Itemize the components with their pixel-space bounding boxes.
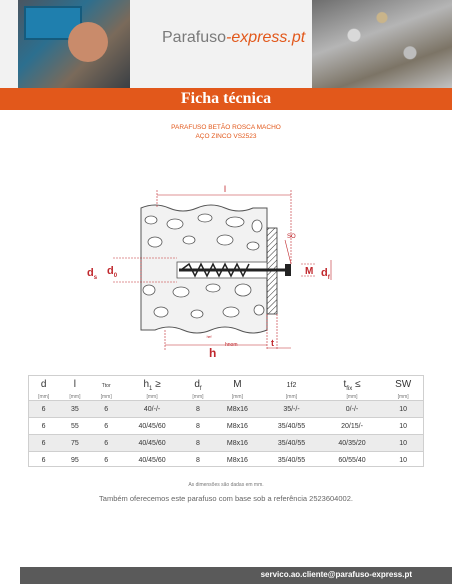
column-symbol: 1f2 [286, 382, 297, 389]
column-header [382, 375, 424, 401]
label-m: M [305, 266, 314, 277]
header-photo-workshop [18, 0, 130, 88]
footer-email-link[interactable]: servico.ao.cliente@parafuso-express.pt [260, 570, 412, 579]
table-cell: 6 [91, 401, 122, 418]
table-cell: 10 [382, 418, 424, 435]
column-suffix: ≤ [352, 379, 361, 390]
label-df: $d_f$ [321, 267, 330, 281]
table-cell: 6 [91, 418, 122, 435]
table-row [28, 418, 424, 435]
anchor-diagram [85, 180, 367, 360]
table-cell: 40/45/60 [122, 418, 183, 435]
table-cell: 6 [28, 452, 59, 469]
table-cell: 6 [28, 418, 59, 435]
column-header [182, 375, 213, 401]
label-d0: $d_0$ [107, 265, 118, 279]
table-cell: 60/55/40 [322, 452, 383, 469]
brand-logo[interactable] [162, 29, 305, 47]
table-cell: 40/-/- [122, 401, 183, 418]
table-cell: M8x16 [214, 452, 262, 469]
column-unit: [mm] [346, 394, 358, 400]
label-t: t [271, 338, 274, 348]
table-cell: 6 [91, 452, 122, 469]
product-material: AÇO ZINCO VS2523 [195, 133, 257, 140]
logo-main: Parafuso [162, 29, 227, 46]
column-symbol: Ttor [101, 383, 111, 389]
column-symbol: l [73, 379, 77, 390]
table-cell: 10 [382, 452, 424, 469]
column-header [59, 375, 90, 401]
table-row [28, 452, 424, 469]
page-title: Ficha técnica [180, 90, 272, 107]
table-cell: 40/35/20 [322, 435, 383, 452]
column-unit: [mm] [100, 394, 112, 400]
column-symbol: t [343, 379, 347, 390]
table-cell: 35 [59, 401, 90, 418]
table-cell: 6 [91, 435, 122, 452]
table-cell: 6 [28, 401, 59, 418]
spec-table [28, 375, 424, 468]
column-suffix: ≥ [152, 379, 161, 390]
column-unit: [mm] [146, 394, 158, 400]
label-ds: $d_s$ [87, 267, 98, 281]
table-cell: 10 [382, 401, 424, 418]
label-l: l [224, 184, 226, 194]
table-cell: 6 [28, 435, 59, 452]
column-unit: [mm] [285, 394, 298, 400]
column-symbol: d [194, 379, 200, 390]
column-symbol: SW [395, 379, 412, 390]
table-cell: 55 [59, 418, 90, 435]
column-unit: [mm] [38, 394, 50, 400]
product-name: PARAFUSO BETÃO ROSCA MACHO [171, 124, 281, 131]
column-symbol: h [143, 379, 150, 390]
column-subscript: fix [346, 386, 353, 392]
table-cell: 35/40/55 [261, 418, 322, 435]
label-hnom: hnom [225, 342, 238, 348]
reference-note: Também oferecemos este parafuso com base sob a referência 2523604002. [99, 494, 353, 503]
column-header [91, 375, 122, 401]
label-hef: hef [206, 335, 212, 339]
label-h: h [209, 346, 217, 360]
screw-head [285, 264, 291, 276]
table-cell: 35/-/- [261, 401, 322, 418]
header-photo-screws [312, 0, 452, 88]
table-cell: 8 [182, 452, 213, 469]
column-header [322, 375, 383, 401]
column-unit: [mm] [231, 394, 243, 400]
column-unit: [mm] [69, 394, 81, 400]
table-cell: 8 [182, 418, 213, 435]
column-subscript: f [199, 386, 202, 392]
table-cell: 8 [182, 401, 213, 418]
column-symbol: M [233, 379, 242, 390]
table-cell: 8 [182, 435, 213, 452]
label-so: SO [287, 234, 296, 240]
hand-shape [68, 22, 108, 62]
column-unit: [mm] [192, 394, 204, 400]
column-symbol: d [40, 379, 47, 390]
table-cell: 35/40/55 [261, 452, 322, 469]
table-cell: 95 [59, 452, 90, 469]
column-header [214, 375, 262, 401]
table-header-row [28, 375, 424, 401]
table-cell: M8x16 [214, 401, 262, 418]
column-header [122, 375, 183, 401]
column-header [28, 375, 59, 401]
column-subscript: 1 [149, 386, 153, 392]
table-cell: M8x16 [214, 435, 262, 452]
table-row [28, 401, 424, 418]
table-cell: 20/15/- [322, 418, 383, 435]
column-header [261, 375, 322, 401]
table-cell: M8x16 [214, 418, 262, 435]
logo-accent: -express.pt [226, 29, 306, 46]
table-cell: 10 [382, 435, 424, 452]
table-row [28, 435, 424, 452]
table-cell: 0/-/- [322, 401, 383, 418]
table-cell: 75 [59, 435, 90, 452]
table-cell: 40/45/60 [122, 435, 183, 452]
table-body [28, 401, 424, 469]
table-cell: 40/45/60 [122, 452, 183, 469]
column-unit: [mm] [397, 394, 409, 400]
units-note: As dimensões são dadas em mm. [188, 482, 264, 488]
table-cell: 35/40/55 [261, 435, 322, 452]
